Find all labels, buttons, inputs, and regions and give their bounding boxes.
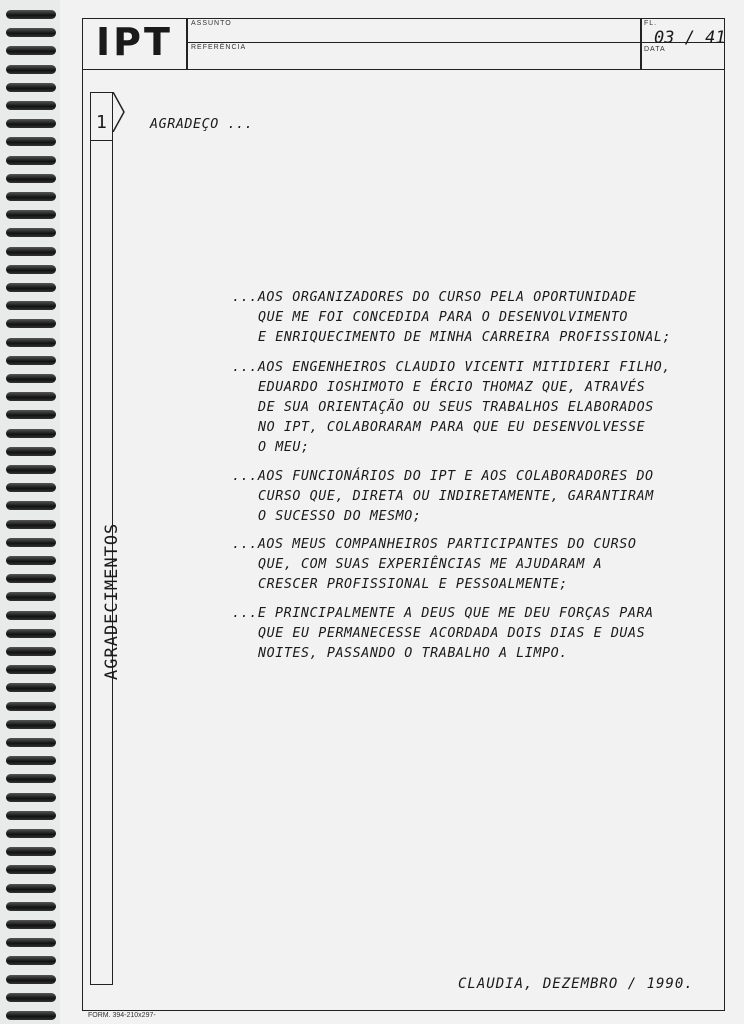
text-line: CRESCER PROFISSIONAL E PESSOALMENTE; bbox=[258, 577, 568, 592]
text-line: ...AOS ENGENHEIROS CLAUDIO VICENTI MITIDIERI FILHO, bbox=[232, 360, 671, 375]
text-line: ...AOS ORGANIZADORES DO CURSO PELA OPORTUNIDADE bbox=[232, 290, 637, 305]
data-label: DATA bbox=[644, 46, 666, 53]
spiral-coil bbox=[6, 28, 56, 37]
spiral-coil bbox=[6, 410, 56, 419]
spiral-coil bbox=[6, 829, 56, 838]
spiral-coil bbox=[6, 156, 56, 165]
text-line: QUE, COM SUAS EXPERIÊNCIAS ME AJUDARAM A bbox=[258, 557, 603, 572]
spiral-coil bbox=[6, 774, 56, 783]
spiral-coil bbox=[6, 793, 56, 802]
spiral-coil bbox=[6, 520, 56, 529]
spiral-coil bbox=[6, 702, 56, 711]
spiral-coil bbox=[6, 665, 56, 674]
text-line: E ENRIQUECIMENTO DE MINHA CARREIRA PROFISSIONAL; bbox=[258, 330, 672, 345]
spiral-coil bbox=[6, 319, 56, 328]
spiral-coil bbox=[6, 611, 56, 620]
text-line: CURSO QUE, DIRETA OU INDIRETAMENTE, GARANTIRAM bbox=[258, 489, 654, 504]
spiral-coil bbox=[6, 356, 56, 365]
text-line: QUE EU PERMANECESSE ACORDADA DOIS DIAS E DUAS bbox=[258, 626, 646, 641]
spiral-coil bbox=[6, 65, 56, 74]
spiral-coil bbox=[6, 556, 56, 565]
spiral-coil bbox=[6, 920, 56, 929]
section-title: AGRADECIMENTOS bbox=[102, 522, 122, 680]
spiral-coil bbox=[6, 137, 56, 146]
header-box bbox=[82, 18, 725, 70]
spiral-coil bbox=[6, 392, 56, 401]
spiral-coil bbox=[6, 501, 56, 510]
text-line: ...AOS MEUS COMPANHEIROS PARTICIPANTES DO CURSO bbox=[232, 537, 637, 552]
spiral-coil bbox=[6, 192, 56, 201]
text-line: O MEU; bbox=[258, 440, 310, 455]
section-divider bbox=[90, 140, 113, 141]
spiral-coil bbox=[6, 993, 56, 1002]
spiral-coil bbox=[6, 247, 56, 256]
spiral-coil bbox=[6, 629, 56, 638]
spiral-coil bbox=[6, 301, 56, 310]
spiral-coil bbox=[6, 101, 56, 110]
spiral-coil bbox=[6, 975, 56, 984]
spiral-coil bbox=[6, 574, 56, 583]
section-arrow-icon bbox=[113, 92, 125, 132]
text-line: ...AOS FUNCIONÁRIOS DO IPT E AOS COLABORADORES DO bbox=[232, 469, 654, 484]
spiral-coil bbox=[6, 374, 56, 383]
spiral-coil bbox=[6, 811, 56, 820]
assunto-label: ASSUNTO bbox=[191, 20, 232, 27]
text-line: NOITES, PASSANDO O TRABALHO A LIMPO. bbox=[258, 646, 568, 661]
form-code: FORM. 394-210x297- bbox=[88, 1012, 156, 1019]
spiral-coil bbox=[6, 465, 56, 474]
text-line: DE SUA ORIENTAÇÃO OU SEUS TRABALHOS ELABORADOS bbox=[258, 400, 654, 415]
spiral-coil bbox=[6, 338, 56, 347]
text-line: O SUCESSO DO MESMO; bbox=[258, 509, 422, 524]
spiral-coil bbox=[6, 210, 56, 219]
spiral-coil bbox=[6, 538, 56, 547]
header-divider bbox=[640, 18, 642, 70]
spiral-coil bbox=[6, 884, 56, 893]
ipt-logo: IPT bbox=[96, 20, 173, 64]
signature-date: CLAUDIA, DEZEMBRO / 1990. bbox=[458, 976, 694, 992]
spiral-coil bbox=[6, 956, 56, 965]
spiral-coil bbox=[6, 283, 56, 292]
spiral-coil bbox=[6, 228, 56, 237]
spiral-coil bbox=[6, 756, 56, 765]
spiral-coil bbox=[6, 265, 56, 274]
spiral-coil bbox=[6, 429, 56, 438]
spiral-coil bbox=[6, 865, 56, 874]
spiral-coil bbox=[6, 592, 56, 601]
spiral-coil bbox=[6, 1011, 56, 1020]
fl-label: FL. bbox=[644, 20, 658, 27]
text-line: NO IPT, COLABORARAM PARA QUE EU DESENVOLVESSE bbox=[258, 420, 646, 435]
spiral-coil bbox=[6, 720, 56, 729]
text-line: ...E PRINCIPALMENTE A DEUS QUE ME DEU FORÇAS PARA bbox=[232, 606, 654, 621]
spiral-coil bbox=[6, 10, 56, 19]
spiral-coil bbox=[6, 119, 56, 128]
spiral-coil bbox=[6, 738, 56, 747]
header-divider bbox=[186, 18, 188, 70]
text-line: EDUARDO IOSHIMOTO E ÉRCIO THOMAZ QUE, ATRAVÉS bbox=[258, 380, 646, 395]
intro-text: AGRADEÇO ... bbox=[150, 117, 254, 132]
spiral-coil bbox=[6, 902, 56, 911]
header-divider bbox=[186, 42, 725, 43]
page-number: 03 / 41 bbox=[654, 28, 726, 48]
spiral-coil bbox=[6, 683, 56, 692]
spiral-coil bbox=[6, 447, 56, 456]
spiral-coil bbox=[6, 483, 56, 492]
spiral-coil bbox=[6, 847, 56, 856]
spiral-coil bbox=[6, 647, 56, 656]
spiral-coil bbox=[6, 83, 56, 92]
referencia-label: REFERÊNCIA bbox=[191, 44, 247, 51]
spiral-coil bbox=[6, 938, 56, 947]
spiral-coil bbox=[6, 174, 56, 183]
spiral-binding bbox=[0, 0, 58, 1024]
section-number: 1 bbox=[96, 112, 107, 133]
text-line: QUE ME FOI CONCEDIDA PARA O DESENVOLVIMENTO bbox=[258, 310, 629, 325]
spiral-coil bbox=[6, 46, 56, 55]
